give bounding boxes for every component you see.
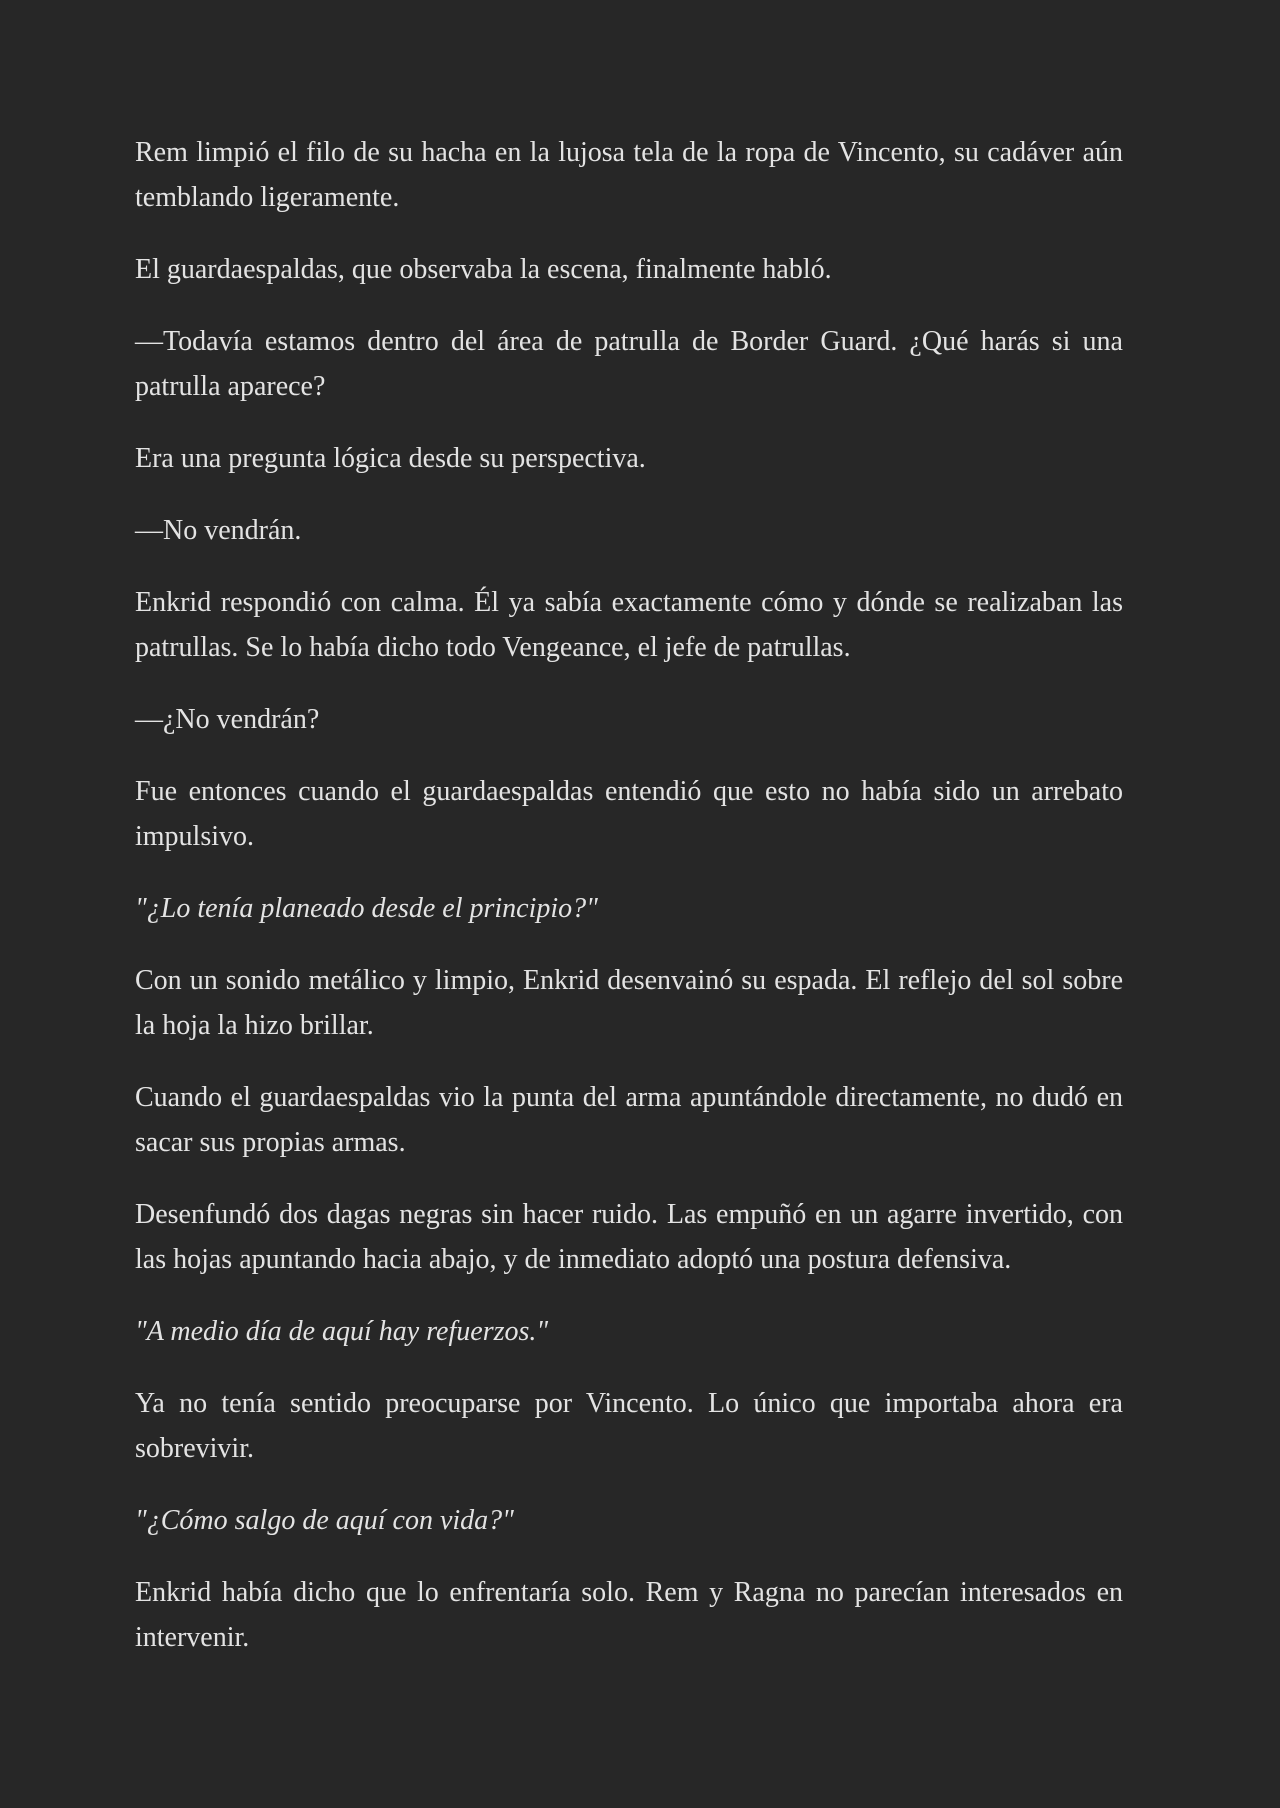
narration-paragraph: Enkrid había dicho que lo enfrentaría solo. Rem y Ragna no parecían interesados en intervenir. — [135, 1577, 1123, 1653]
chapter-text-body — [135, 130, 1123, 1660]
narration-paragraph: —No vendrán. — [135, 515, 302, 546]
thought-paragraph: "A medio día de aquí hay refuerzos." — [135, 1316, 549, 1347]
narration-paragraph: Cuando el guardaespaldas vio la punta del arma apuntándole directamente, no dudó en sacar sus propias armas. — [135, 1082, 1123, 1158]
narration-paragraph: Era una pregunta lógica desde su perspectiva. — [135, 443, 646, 474]
thought-paragraph: "¿Lo tenía planeado desde el principio?" — [135, 893, 598, 924]
narration-paragraph: Fue entonces cuando el guardaespaldas entendió que esto no había sido un arrebato impulsivo. — [135, 776, 1123, 852]
narration-paragraph: Desenfundó dos dagas negras sin hacer ruido. Las empuñó en un agarre invertido, con las hojas apuntando hacia abajo, y de inmediato adoptó una postura defensiva. — [135, 1199, 1123, 1275]
narration-paragraph: El guardaespaldas, que observaba la escena, finalmente habló. — [135, 254, 832, 285]
narration-paragraph: —¿No vendrán? — [135, 704, 320, 735]
narration-paragraph: Ya no tenía sentido preocuparse por Vincento. Lo único que importaba ahora era sobrevivir. — [135, 1388, 1123, 1464]
narration-paragraph: Con un sonido metálico y limpio, Enkrid desenvainó su espada. El reflejo del sol sobre la hoja la hizo brillar. — [135, 965, 1123, 1041]
narration-paragraph: —Todavía estamos dentro del área de patrulla de Border Guard. ¿Qué harás si una patrulla aparece? — [135, 326, 1123, 402]
narration-paragraph: Rem limpió el filo de su hacha en la lujosa tela de la ropa de Vincento, su cadáver aún temblando ligeramente. — [135, 137, 1123, 213]
thought-paragraph: "¿Cómo salgo de aquí con vida?" — [135, 1505, 514, 1536]
narration-paragraph: Enkrid respondió con calma. Él ya sabía exactamente cómo y dónde se realizaban las patrullas. Se lo había dicho todo Vengeance, el jefe de patrullas. — [135, 587, 1123, 663]
